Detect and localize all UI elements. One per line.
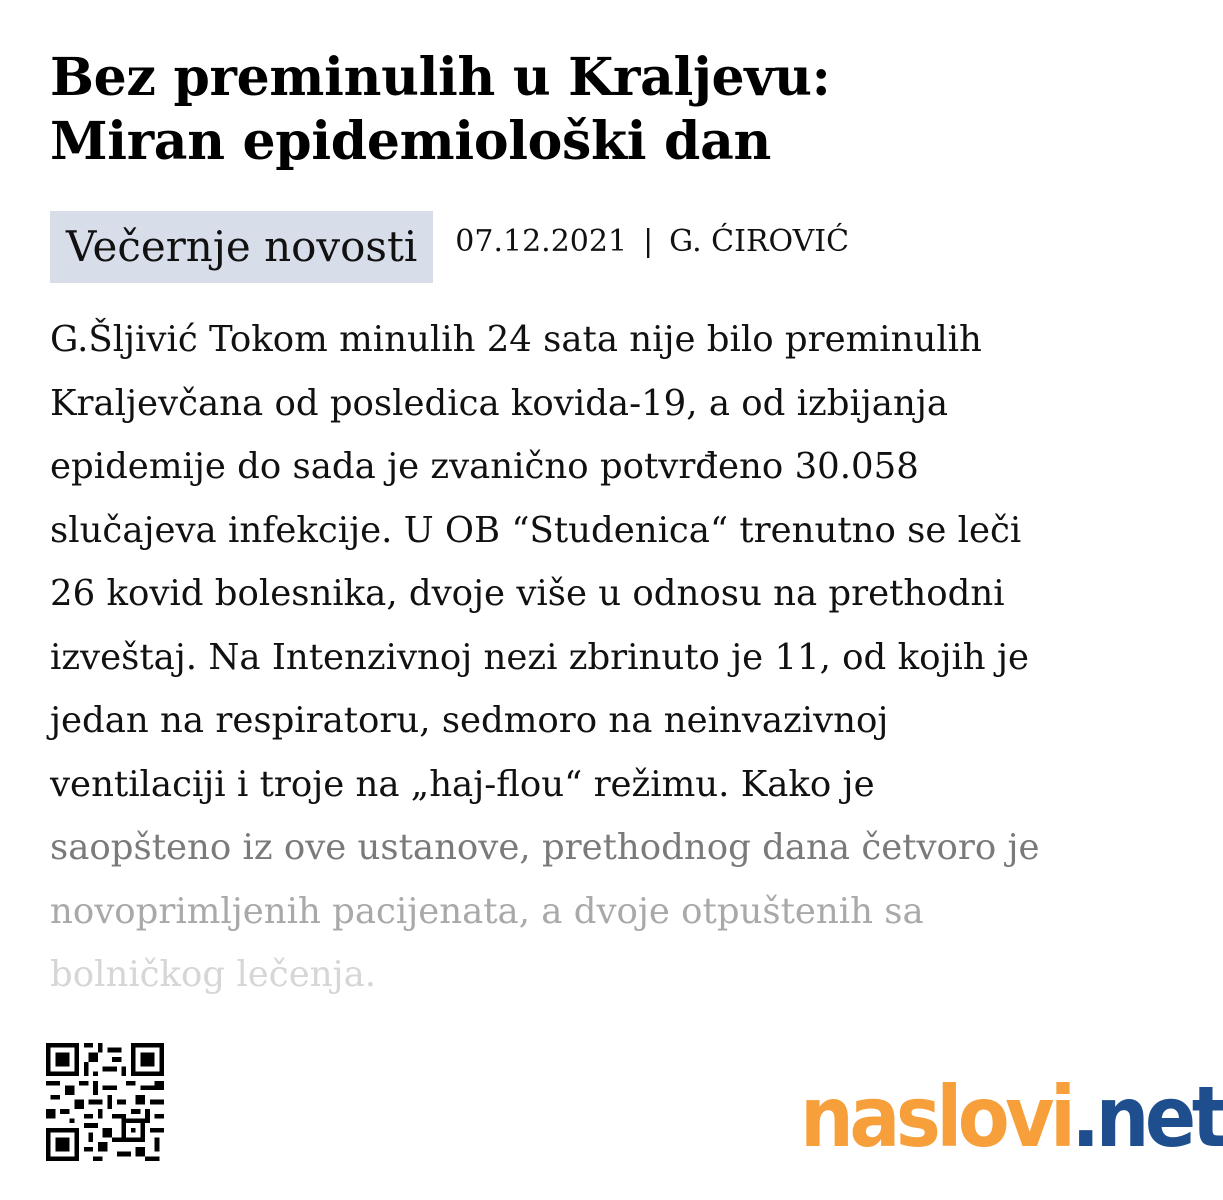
body-line: ventilaciji i troje na „haj-flou“ režimu. Kako je bbox=[50, 763, 875, 805]
article-meta bbox=[50, 211, 849, 283]
body-line-faded: bolničkog lečenja. bbox=[50, 954, 377, 995]
body-line: jedan na respiratoru, sedmoro na neinvazivnoj bbox=[50, 700, 889, 741]
body-line-faded: novoprimljenih pacijenata, a dvoje otpuštenih sa bbox=[50, 890, 924, 932]
body-line: izveštaj. Na Intenzivnoj nezi zbrinuto je 11, od kojih je bbox=[50, 636, 1029, 678]
body-line: slučajeva infekcije. U OB “Studenica“ trenutno se leči bbox=[50, 509, 1022, 551]
logo-brand: naslovi bbox=[800, 1068, 1072, 1166]
article-body bbox=[50, 308, 1160, 1007]
source-badge: Večernje novosti bbox=[50, 211, 433, 283]
author: G. ĆIROVIĆ bbox=[669, 223, 850, 259]
body-line: Kraljevčana od posledica kovida-19, a od izbijanja bbox=[50, 382, 949, 424]
logo-tld: .net bbox=[1071, 1068, 1223, 1166]
body-line: epidemije do sada je zvanično potvrđeno 30.058 bbox=[50, 446, 919, 487]
headline bbox=[50, 46, 1150, 174]
body-line-faded: saopšteno iz ove ustanove, prethodnog dana četvoro je bbox=[50, 827, 1040, 868]
publish-date: 07.12.2021 bbox=[455, 223, 628, 259]
headline-line-1: Bez preminulih u Kraljevu: bbox=[50, 47, 831, 108]
qr-code-icon bbox=[46, 1040, 164, 1164]
body-line: 26 kovid bolesnika, dvoje više u odnosu na prethodni bbox=[50, 573, 1005, 614]
body-line: G.Šljivić Tokom minulih 24 sata nije bilo preminulih bbox=[50, 319, 982, 360]
headline-line-2: Miran epidemiološki dan bbox=[50, 111, 771, 172]
naslovi-logo bbox=[800, 1062, 1223, 1172]
meta-separator: | bbox=[643, 223, 654, 259]
